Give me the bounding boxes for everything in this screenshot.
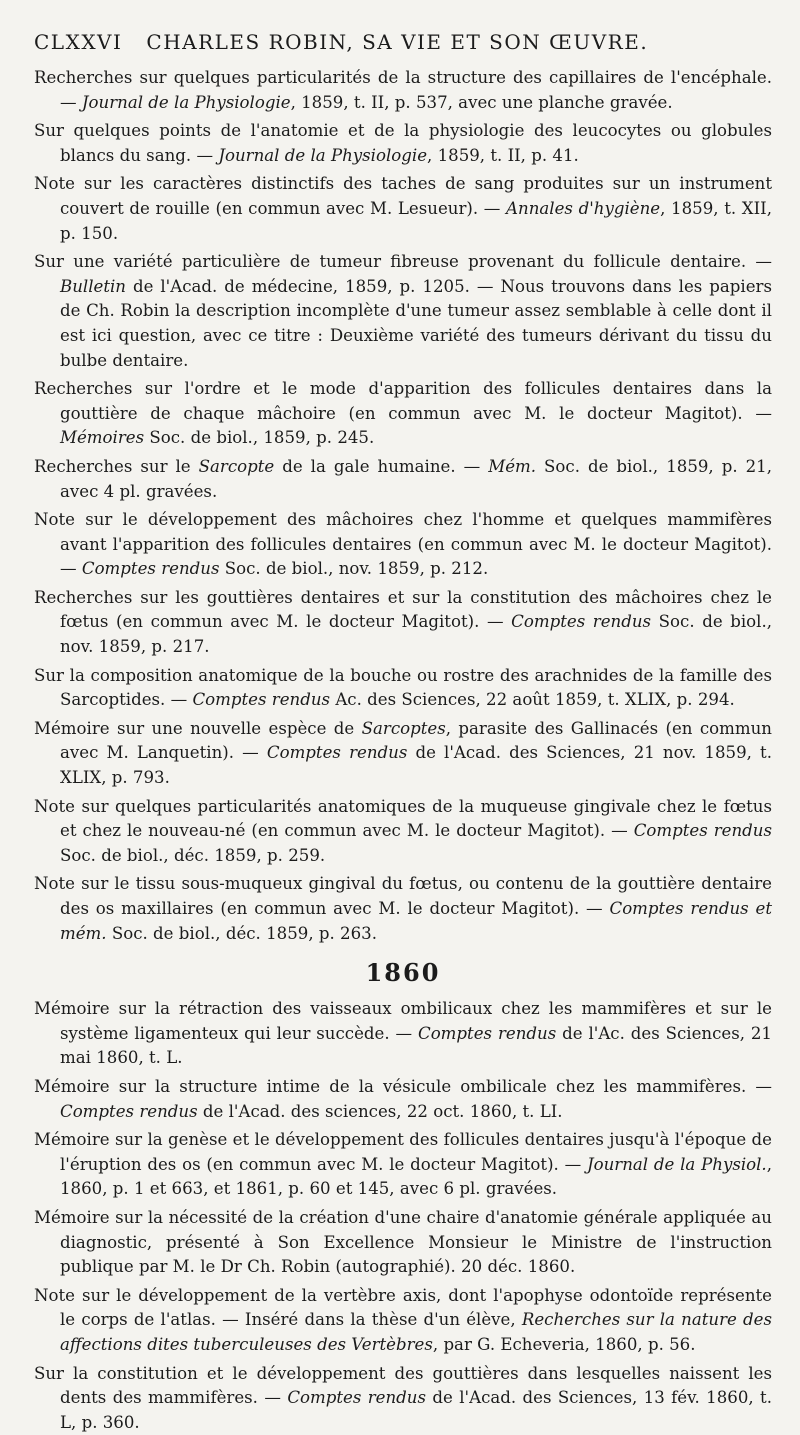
entry-italic-text: Mém. (488, 457, 536, 476)
entry-italic-text: Journal de la Physiologie (218, 146, 427, 165)
entry-text: , 1859, t. II, p. 41. (427, 146, 579, 165)
bibliography-entry (34, 1284, 772, 1358)
entry-text: Sur quelques points de l'anatomie et de la physiologie des leucocytes ou globules blancs du sang. — (34, 121, 772, 165)
bibliography-entry (34, 586, 772, 660)
entry-text: , parasite des Gallinacés (en commun avec M. Lanquetin). — (60, 719, 772, 763)
bibliography-entry (34, 795, 772, 869)
entry-text: Note sur quelques particularités anatomiques de la muqueuse gingivale chez le fœtus et chez le nouveau-né (en commun avec M. le docteur Magitot). — (34, 797, 772, 841)
entry-text: Recherches sur quelques particularités de la structure des capillaires de l'encéphale. — (34, 68, 772, 112)
bibliography-entry (34, 997, 772, 1071)
entry-text: , 1859, t. XII, p. 150. (60, 199, 772, 243)
entry-italic-text: Annales d'hygiène (506, 199, 660, 218)
entry-text: Mémoire sur la rétraction des vaisseaux ombilicaux chez les mammifères et sur le système ligamenteux qui leur succède. — (34, 999, 772, 1043)
bibliography-entry (34, 664, 772, 713)
bibliography-entry (34, 1075, 772, 1124)
entry-text: Sur la constitution et le développement des gouttières dans lesquelles naissent les dents des mammifères. — (34, 1364, 772, 1408)
entry-italic-text: Recherches sur la nature des affections dites tuberculeuses des Vertèbres (60, 1310, 772, 1354)
entry-text: de la gale humaine. — (274, 457, 488, 476)
entry-italic-text: Comptes rendus et mém. (60, 899, 772, 943)
year-heading: 1860 (34, 958, 772, 987)
bibliography-entry (34, 717, 772, 791)
entry-text: Soc. de biol., nov. 1859, p. 217. (60, 612, 772, 656)
bibliography-entry (34, 172, 772, 246)
entry-italic-text: Bulletin (60, 277, 126, 296)
entry-italic-text: Journal de la Physiol. (587, 1155, 767, 1174)
bibliography-1860 (34, 997, 772, 1435)
bibliography-entry (34, 66, 772, 115)
running-title: CHARLES ROBIN, SA VIE ET SON ŒUVRE. (146, 30, 648, 54)
bibliography-entry (34, 119, 772, 168)
entry-text: Soc. de biol., déc. 1859, p. 263. (107, 924, 377, 943)
bibliography-entry (34, 508, 772, 582)
entry-text: de l'Acad. des Sciences, 13 fév. 1860, t. L, p. 360. (60, 1388, 772, 1432)
entry-italic-text: Comptes rendus (82, 559, 220, 578)
entry-text: Note sur le développement des mâchoires chez l'homme et quelques mammifères avant l'apparition des follicules dentaires (en commun avec M. le docteur Magitot). — (34, 510, 772, 578)
entry-italic-text: Comptes rendus (511, 612, 651, 631)
entry-text: Recherches sur l'ordre et le mode d'apparition des follicules dentaires dans la gouttière de chaque mâchoire (en commun avec M. le docteur Magitot). — (34, 379, 772, 423)
entry-text: , 1860, p. 1 et 663, et 1861, p. 60 et 145, avec 6 pl. gravées. (60, 1155, 772, 1199)
entry-text: Sur la composition anatomique de la bouche ou rostre des arachnides de la famille des Sarcoptides. — (34, 666, 772, 710)
entry-text: Soc. de biol., 1859, p. 245. (144, 428, 374, 447)
entry-italic-text: Comptes rendus (267, 743, 407, 762)
entry-text: Mémoire sur la nécessité de la création d'une chaire d'anatomie générale appliquée au diagnostic, présenté à Son Excellence Monsieur le Ministre de l'instruction publique par M. le Dr Ch. Robin (autographié). 20 déc. 1860. (34, 1208, 772, 1276)
entry-italic-text: Journal de la Physiologie (82, 93, 291, 112)
entry-text: de l'Acad. des Sciences, 21 nov. 1859, t. XLIX, p. 793. (60, 743, 772, 787)
bibliography-entry (34, 872, 772, 946)
entry-text: Mémoire sur la structure intime de la vésicule ombilicale chez les mammifères. — (34, 1077, 772, 1096)
bibliography-1859 (34, 66, 772, 946)
entry-italic-text: Comptes rendus (634, 821, 772, 840)
entry-italic-text: Comptes rendus (60, 1102, 198, 1121)
entry-italic-text: Sarcopte (199, 457, 275, 476)
entry-text: Soc. de biol., 1859, p. 21, avec 4 pl. gravées. (60, 457, 772, 501)
running-head (34, 30, 772, 54)
page-number: CLXXVI (34, 30, 122, 54)
entry-text: Mémoire sur une nouvelle espèce de (34, 719, 362, 738)
entry-text: de l'Acad. de médecine, 1859, p. 1205. — Nous trouvons dans les papiers de Ch. Robin la description incomplète d'une tumeur assez semblable à celle dont il est ici question, avec ce titre : Deuxième variété des tumeurs dérivant du tissu du bulbe dentaire. (60, 277, 772, 370)
entry-text: Ac. des Sciences, 22 août 1859, t. XLIX, p. 294. (330, 690, 735, 709)
bibliography-entry (34, 1362, 772, 1435)
entry-italic-text: Mémoires (60, 428, 144, 447)
entry-text: de l'Ac. des Sciences, 21 mai 1860, t. L. (60, 1024, 772, 1068)
entry-text: Mémoire sur la genèse et le développement des follicules dentaires jusqu'à l'époque de l'éruption des os (en commun avec M. le docteur Magitot). — (34, 1130, 772, 1174)
entry-text: Soc. de biol., nov. 1859, p. 212. (219, 559, 488, 578)
entry-italic-text: Comptes rendus (418, 1024, 556, 1043)
bibliography-entry (34, 250, 772, 373)
entry-text: Note sur le tissu sous-muqueux gingival du fœtus, ou contenu de la gouttière dentaire des os maxillaires (en commun avec M. le docteur Magitot). — (34, 874, 772, 918)
entry-italic-text: Comptes rendus (192, 690, 330, 709)
entry-text: , par G. Echeveria, 1860, p. 56. (433, 1335, 696, 1354)
entry-text: de l'Acad. des sciences, 22 oct. 1860, t. LI. (198, 1102, 563, 1121)
entry-text: Recherches sur le (34, 457, 199, 476)
entry-text: Soc. de biol., déc. 1859, p. 259. (60, 846, 325, 865)
entry-italic-text: Comptes rendus (287, 1388, 426, 1407)
entry-text: Note sur le développement de la vertèbre axis, dont l'apophyse odontoïde représente le corps de l'atlas. — Inséré dans la thèse d'un élève, (34, 1286, 772, 1330)
entry-italic-text: Sarcoptes (362, 719, 446, 738)
bibliography-entry (34, 455, 772, 504)
entry-text: Recherches sur les gouttières dentaires et sur la constitution des mâchoires chez le fœtus (en commun avec M. le docteur Magitot). — (34, 588, 772, 632)
entry-text: Sur une variété particulière de tumeur fibreuse provenant du follicule dentaire. — (34, 252, 772, 271)
bibliography-entry (34, 377, 772, 451)
entry-text: Note sur les caractères distinctifs des taches de sang produites sur un instrument couvert de rouille (en commun avec M. Lesueur). — (34, 174, 772, 218)
bibliography-entry (34, 1128, 772, 1202)
entry-text: , 1859, t. II, p. 537, avec une planche gravée. (291, 93, 673, 112)
bibliography-entry (34, 1206, 772, 1280)
